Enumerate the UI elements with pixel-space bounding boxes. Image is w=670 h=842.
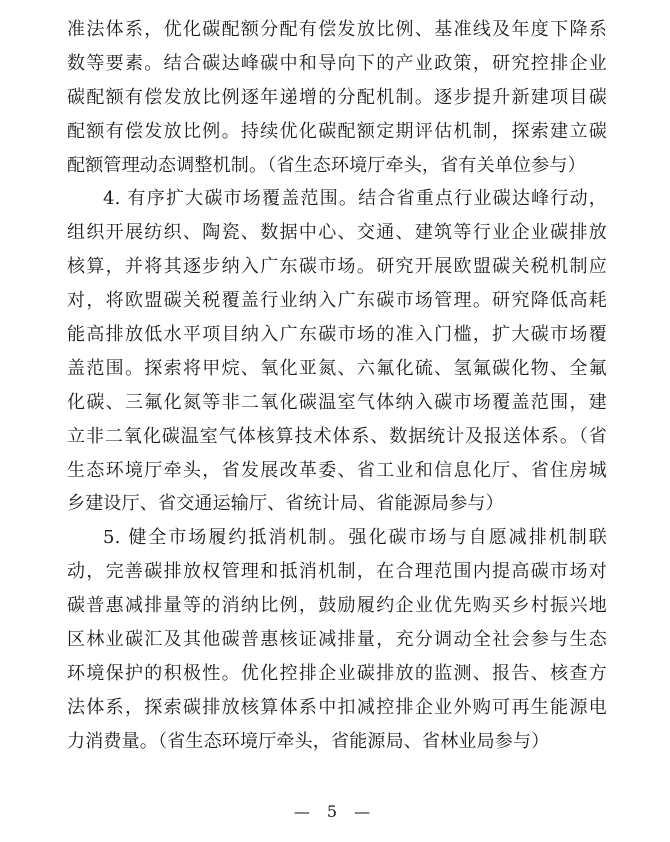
text-line: 碳普惠减排量等的消纳比例，鼓励履约企业优先购买乡村振兴地 xyxy=(67,595,607,617)
text-line: 区林业碳汇及其他碳普惠核证减排量，充分调动全社会参与生态 xyxy=(67,629,607,651)
text-line: 法体系，探索碳排放核算体系中扣减控排企业外购可再生能源电 xyxy=(67,696,607,718)
text-line: 化碳、三氟化氮等非二氧化碳温室气体纳入碳市场覆盖范围，建 xyxy=(67,391,607,413)
text-line: 立非二氧化碳温室气体核算技术体系、数据统计及报送体系。（省 xyxy=(67,425,607,447)
text-line: 数等要素。结合碳达峰碳中和导向下的产业政策，研究控排企业 xyxy=(67,52,607,74)
text-line: 对，将欧盟碳关税覆盖行业纳入广东碳市场管理。研究降低高耗 xyxy=(67,290,607,312)
text-line: 乡建设厅、省交通运输厅、省统计局、省能源局参与） xyxy=(67,493,504,515)
text-line: 力消费量。（省生态环境厅牵头，省能源局、省林业局参与） xyxy=(67,730,550,752)
text-line: 能高排放低水平项目纳入广东碳市场的准入门槛，扩大碳市场覆 xyxy=(67,324,607,346)
section-4-heading-line: 4. 有序扩大碳市场覆盖范围。结合省重点行业碳达峰行动， xyxy=(103,188,607,210)
text-line: 配额有偿发放比例。持续优化碳配额定期评估机制，探索建立碳 xyxy=(67,120,607,142)
text-line: 配额管理动态调整机制。（省生态环境厅牵头，省有关单位参与） xyxy=(67,154,586,176)
text-line: 盖范围。探索将甲烷、氧化亚氮、六氟化硫、氢氟碳化物、全氟 xyxy=(67,357,607,379)
text-line: 生态环境厅牵头，省发展改革委、省工业和信息化厅、省住房城 xyxy=(67,459,607,481)
text-line: 核算，并将其逐步纳入广东碳市场。研究开展欧盟碳关税机制应 xyxy=(67,256,607,278)
text-line: 准法体系，优化碳配额分配有偿发放比例、基准线及年度下降系 xyxy=(67,19,607,40)
section-5-heading-line: 5. 健全市场履约抵消机制。强化碳市场与自愿减排机制联 xyxy=(103,527,607,549)
text-line: 碳配额有偿发放比例逐年递增的分配机制。逐步提升新建项目碳 xyxy=(67,86,607,108)
body-text xyxy=(67,13,607,759)
page-number: — 5 — xyxy=(293,802,377,821)
text-line: 环境保护的积极性。优化控排企业碳排放的监测、报告、核查方 xyxy=(67,662,607,684)
text-line: 组织开展纺织、陶瓷、数据中心、交通、建筑等行业企业碳排放 xyxy=(67,222,607,244)
text-line: 动，完善碳排放权管理和抵消机制，在合理范围内提高碳市场对 xyxy=(67,561,607,583)
